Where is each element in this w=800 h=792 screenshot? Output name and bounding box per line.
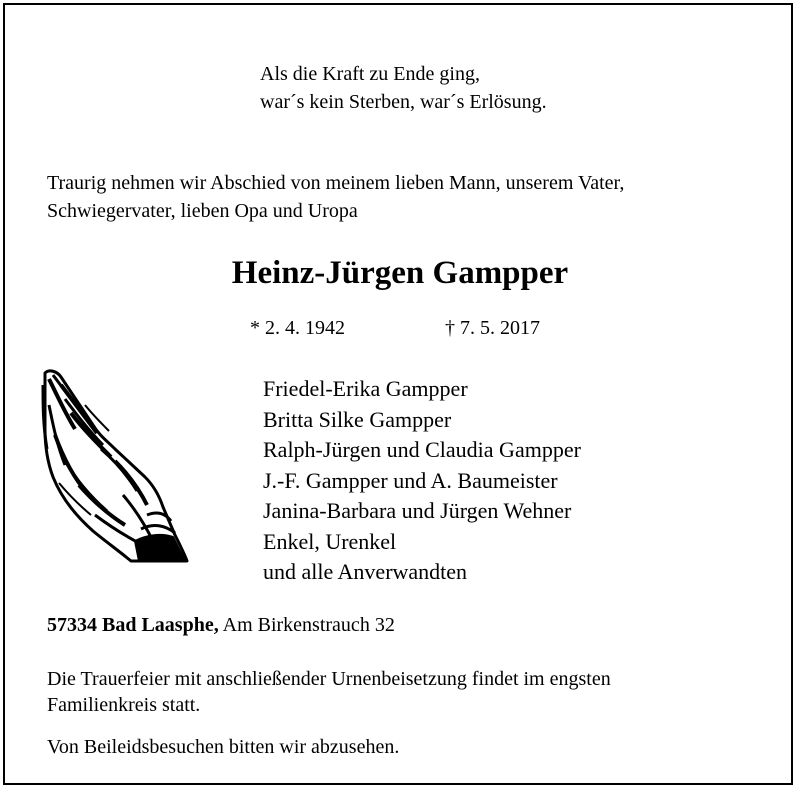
verse-line-2: war´s kein Sterben, war´s Erlösung. [260, 91, 547, 113]
mourner-item: Enkel, Urenkel [263, 528, 397, 554]
mourner-item: Friedel-Erika Gampper [263, 376, 468, 401]
address-street: Am Birkenstrauch 32 [222, 614, 395, 636]
death-date: † 7. 5. 2017 [445, 317, 540, 339]
verse [260, 60, 547, 116]
mourner-item: Ralph-Jürgen und Claudia Gampper [263, 437, 581, 462]
mourner-item: Britta Silke Gampper [263, 406, 452, 432]
birth-date: * 2. 4. 1942 [250, 317, 345, 339]
intro-line-2: Schwiegervater, lieben Opa und Uropa [47, 200, 358, 222]
funeral-note-line-1: Die Trauerfeier mit anschließender Urnenbeisetzung findet im engsten [47, 668, 611, 690]
intro-text [47, 169, 624, 225]
praying-hands-icon [35, 365, 195, 565]
deceased-name: Heinz-Jürgen Gampper [231, 255, 569, 291]
intro-line-1: Traurig nehmen wir Abschied von meinem lieben Mann, unserem Vater, [47, 172, 625, 194]
mourner-item: und alle Anverwandten [263, 559, 468, 584]
address [47, 614, 395, 637]
address-city: 57334 Bad Laasphe, [47, 614, 219, 636]
funeral-note [47, 666, 767, 718]
mourner-item: Janina-Barbara und Jürgen Wehner [263, 498, 572, 523]
mourners-list [263, 374, 581, 588]
funeral-note-line-2: Familienkreis statt. [47, 694, 201, 716]
obituary-frame [3, 3, 793, 785]
mourner-item: J.-F. Gampper und A. Baumeister [263, 467, 558, 493]
verse-line-1: Als die Kraft zu Ende ging, [260, 63, 480, 85]
condolence-note: Von Beileidsbesuchen bitten wir abzusehen. [47, 736, 400, 758]
